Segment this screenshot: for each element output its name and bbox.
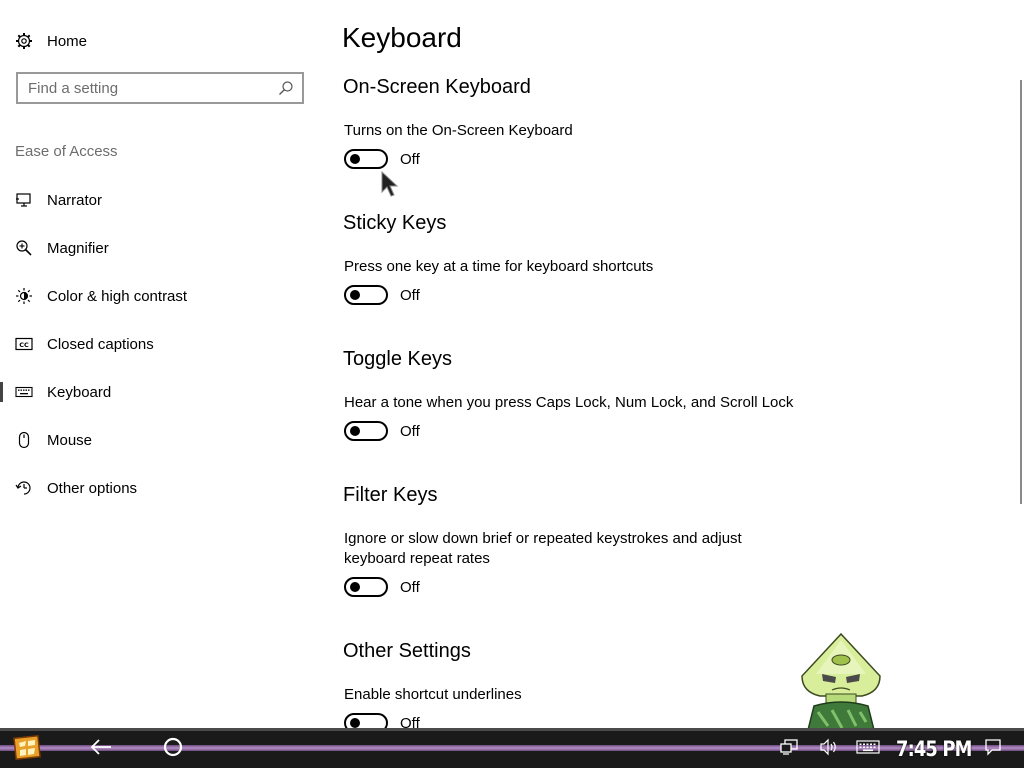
taskbar-clock[interactable]: 7:45 PM <box>896 737 972 761</box>
section-other-settings <box>343 640 522 728</box>
toggle-switch[interactable] <box>344 421 388 441</box>
toggle-state-label: Off <box>400 714 420 728</box>
toggle-knob <box>350 582 360 592</box>
on-screen-keyboard-toggle[interactable] <box>344 149 420 169</box>
network-button[interactable] <box>776 732 802 766</box>
network-icon <box>779 738 799 761</box>
section-toggle-keys <box>343 348 794 440</box>
search-icon[interactable] <box>278 80 294 96</box>
magnifier-icon <box>15 239 33 257</box>
brightness-icon <box>15 287 33 305</box>
sidebar-item-mouse[interactable] <box>0 416 320 464</box>
sidebar-nav <box>0 176 320 512</box>
keyboard-icon <box>15 383 33 401</box>
volume-button[interactable] <box>816 732 842 766</box>
page-title: Keyboard <box>342 22 462 53</box>
touch-keyboard-button[interactable] <box>854 732 882 766</box>
touch-keyboard-icon <box>856 739 880 760</box>
back-icon <box>89 737 113 762</box>
section-description: Turns on the On-Screen Keyboard <box>344 122 573 139</box>
sidebar-item-label: Closed captions <box>47 335 154 353</box>
shortcut-underlines-toggle[interactable] <box>344 713 420 728</box>
sidebar-item-label: Narrator <box>47 191 103 209</box>
other-options-icon <box>15 479 33 497</box>
sidebar-item-label: Color & high contrast <box>47 287 188 305</box>
gear-icon <box>14 31 34 51</box>
section-heading: Sticky Keys <box>343 212 447 234</box>
volume-icon <box>819 738 839 761</box>
sidebar <box>0 0 320 728</box>
svg-text:CC: CC <box>19 341 29 349</box>
toggle-switch[interactable] <box>344 285 388 305</box>
sidebar-item-label: Other options <box>47 479 138 497</box>
taskbar-top-stripe <box>0 728 1024 731</box>
sidebar-item-other-options[interactable] <box>0 464 320 512</box>
action-center-button[interactable] <box>982 732 1004 766</box>
sidebar-item-magnifier[interactable] <box>0 224 320 272</box>
sidebar-item-label: Keyboard <box>47 383 112 401</box>
mouse-icon <box>15 431 33 449</box>
section-description: Ignore or slow down brief or repeated keystrokes and adjust keyboard repeat rates <box>344 530 742 567</box>
section-on-screen-keyboard <box>343 76 573 168</box>
toggle-knob <box>350 290 360 300</box>
toggle-state-label: Off <box>400 578 420 596</box>
toggle-state-label: Off <box>400 422 420 440</box>
start-button[interactable] <box>10 732 44 766</box>
sidebar-item-narrator[interactable] <box>0 176 320 224</box>
filter-keys-toggle[interactable] <box>344 577 420 597</box>
toggle-state-label: Off <box>400 150 420 168</box>
sidebar-item-color-high-contrast[interactable] <box>0 272 320 320</box>
scrollbar[interactable] <box>1020 80 1022 504</box>
section-filter-keys <box>343 484 742 596</box>
desktop-character-image <box>796 630 886 730</box>
toggle-knob <box>350 154 360 164</box>
home-link[interactable] <box>14 28 88 54</box>
section-heading: Toggle Keys <box>343 348 452 370</box>
section-heading: On-Screen Keyboard <box>343 76 531 98</box>
section-label: Ease of Access <box>15 143 118 160</box>
sidebar-item-label: Mouse <box>47 431 93 449</box>
back-button[interactable] <box>86 732 116 766</box>
main-content <box>320 0 1024 728</box>
section-description: Enable shortcut underlines <box>344 686 522 703</box>
cortana-button[interactable] <box>158 732 188 766</box>
section-heading: Filter Keys <box>343 484 438 506</box>
closed-captions-icon <box>15 335 33 353</box>
toggle-switch[interactable] <box>344 713 388 728</box>
taskbar <box>0 728 1024 768</box>
sidebar-item-keyboard[interactable] <box>0 368 320 416</box>
toggle-keys-toggle[interactable] <box>344 421 420 441</box>
section-sticky-keys <box>343 212 654 304</box>
toggle-state-label: Off <box>400 286 420 304</box>
toggle-switch[interactable] <box>344 149 388 169</box>
action-center-icon <box>984 738 1002 761</box>
toggle-switch[interactable] <box>344 577 388 597</box>
sidebar-item-closed-captions[interactable] <box>0 320 320 368</box>
section-heading: Other Settings <box>343 640 471 662</box>
sidebar-item-label: Magnifier <box>47 239 109 257</box>
toggle-knob <box>350 426 360 436</box>
section-description: Press one key at a time for keyboard shortcuts <box>344 258 654 275</box>
toggle-knob <box>350 718 360 728</box>
sticky-keys-toggle[interactable] <box>344 285 420 305</box>
search-box <box>16 72 304 104</box>
narrator-icon <box>15 191 33 209</box>
search-input[interactable] <box>28 78 278 98</box>
home-label: Home <box>47 32 88 50</box>
cortana-circle-icon <box>162 736 184 763</box>
section-description: Hear a tone when you press Caps Lock, Num Lock, and Scroll Lock <box>344 394 794 411</box>
mouse-cursor-icon <box>380 170 400 198</box>
start-icon <box>12 732 42 767</box>
